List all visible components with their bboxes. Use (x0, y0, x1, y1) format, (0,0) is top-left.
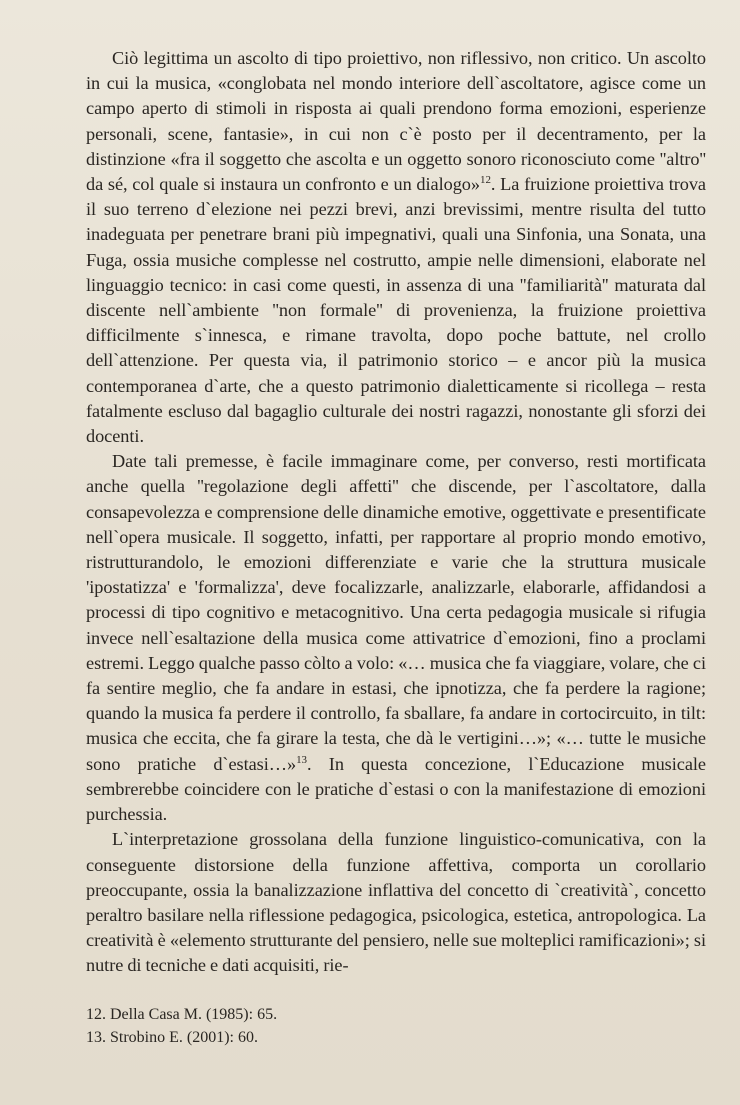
paragraph-1-text-a: Ciò legittima un ascolto di tipo proiettivo, non riflessivo, non critico. Un ascolto in cui la musica, «conglobata nel mondo interiore dell`ascoltatore, agisce come un campo aperto di stimoli in risposta ai quali prendono forma emozioni, esperienze personali, scene, fantasie», in cui non c`è posto per il decentramento, per la distinzione «fra il soggetto che ascolta e un oggetto sonoro riconosciuto come ''altro'' da sé, col quale si instaura un confronto e un dialogo» (86, 48, 706, 195)
paragraph-1 (86, 46, 706, 449)
footnote-13: 13. Strobino E. (2001): 60. (86, 1028, 258, 1046)
paragraph-2 (86, 449, 706, 827)
paragraph-2-text-b: . In questa concezione, l`Educazione musicale sembrerebbe coincidere con le pratiche d`estasi o con la manifestazione di emozioni purchessia. (86, 753, 706, 825)
footnote-ref-13: 13 (296, 753, 307, 766)
body-text (86, 46, 706, 979)
footnote-12: 12. Della Casa M. (1985): 65. (86, 1005, 278, 1023)
paragraph-2-text-a: Date tali premesse, è facile immaginare come, per converso, resti mortificata anche quella ''regolazione degli affetti'' che discende, per l`ascoltatore, dalla consapevolezza e comprensione delle dinamiche emotive, oggettivate e presentificate nell`opera musicale. Il soggetto, infatti, per rapportare al proprio mondo emotivo, ristrutturandolo, le emozioni differenziate e varie che la struttura musicale 'ipostatizza' e 'formalizza', deve focalizzarle, analizzarle, elaborarle, affidandosi a processi di tipo cognitivo e metacognitivo. Una certa pedagogia musicale si rifugia invece nell`esaltazione della musica come attivatrice d`emozioni, fino a proclami estremi. Leggo qualche passo còlto a volo: «… musica che fa viaggiare, volare, che ci fa sentire meglio, che fa andare in estasi, che ipnotizza, che fa perdere la ragione; quando la musica fa perdere il controllo, fa sballare, fa andare in cortocircuito, in tilt: musica che eccita, che fa girare la testa, che dà le vertigini…»; «… tutte le musiche sono pratiche d`estasi…» (86, 451, 706, 774)
paragraph-3 (86, 827, 706, 978)
footnote-ref-12: 12 (480, 173, 491, 186)
paragraph-1-text-b: . La fruizione proiettiva trova il suo terreno d`elezione nei pezzi brevi, anzi brevissimi, mentre risulta del tutto inadeguata per penetrare brani più impegnativi, quali una Sinfonia, una Sonata, una Fuga, ossia musiche complesse nel costrutto, ampie nelle dimensioni, elaborate nel linguaggio tecnico: in casi come questi, in assenza di una ''familiarità'' maturata dal discente nell`ambiente ''non formale'' di provenienza, la fruizione proiettiva difficilmente s`innesca, e rimane travolta, dopo poche battute, nel crollo dell`attenzione. Per questa via, il patrimonio storico – e ancor più la musica contemporanea d`arte, che a questo patrimonio dialetticamente si ricollega – resta fatalmente escluso dal bagaglio culturale dei nostri ragazzi, nonostante gli sforzi dei docenti. (86, 174, 707, 447)
footnotes (86, 1005, 706, 1048)
paragraph-3-text-a: L`interpretazione grossolana della funzione linguistico-comunicativa, con la conseguente distorsione della funzione affettiva, comporta un corollario preoccupante, ossia la banalizzazione inflattiva del concetto di `creatività`, concetto peraltro basilare nella riflessione pedagogica, psicologica, estetica, antropologica. La creatività è «elemento strutturante del pensiero, nelle sue molteplici ramificazioni»; si nutre di tecniche e dati acquisiti, rie- (86, 829, 706, 976)
